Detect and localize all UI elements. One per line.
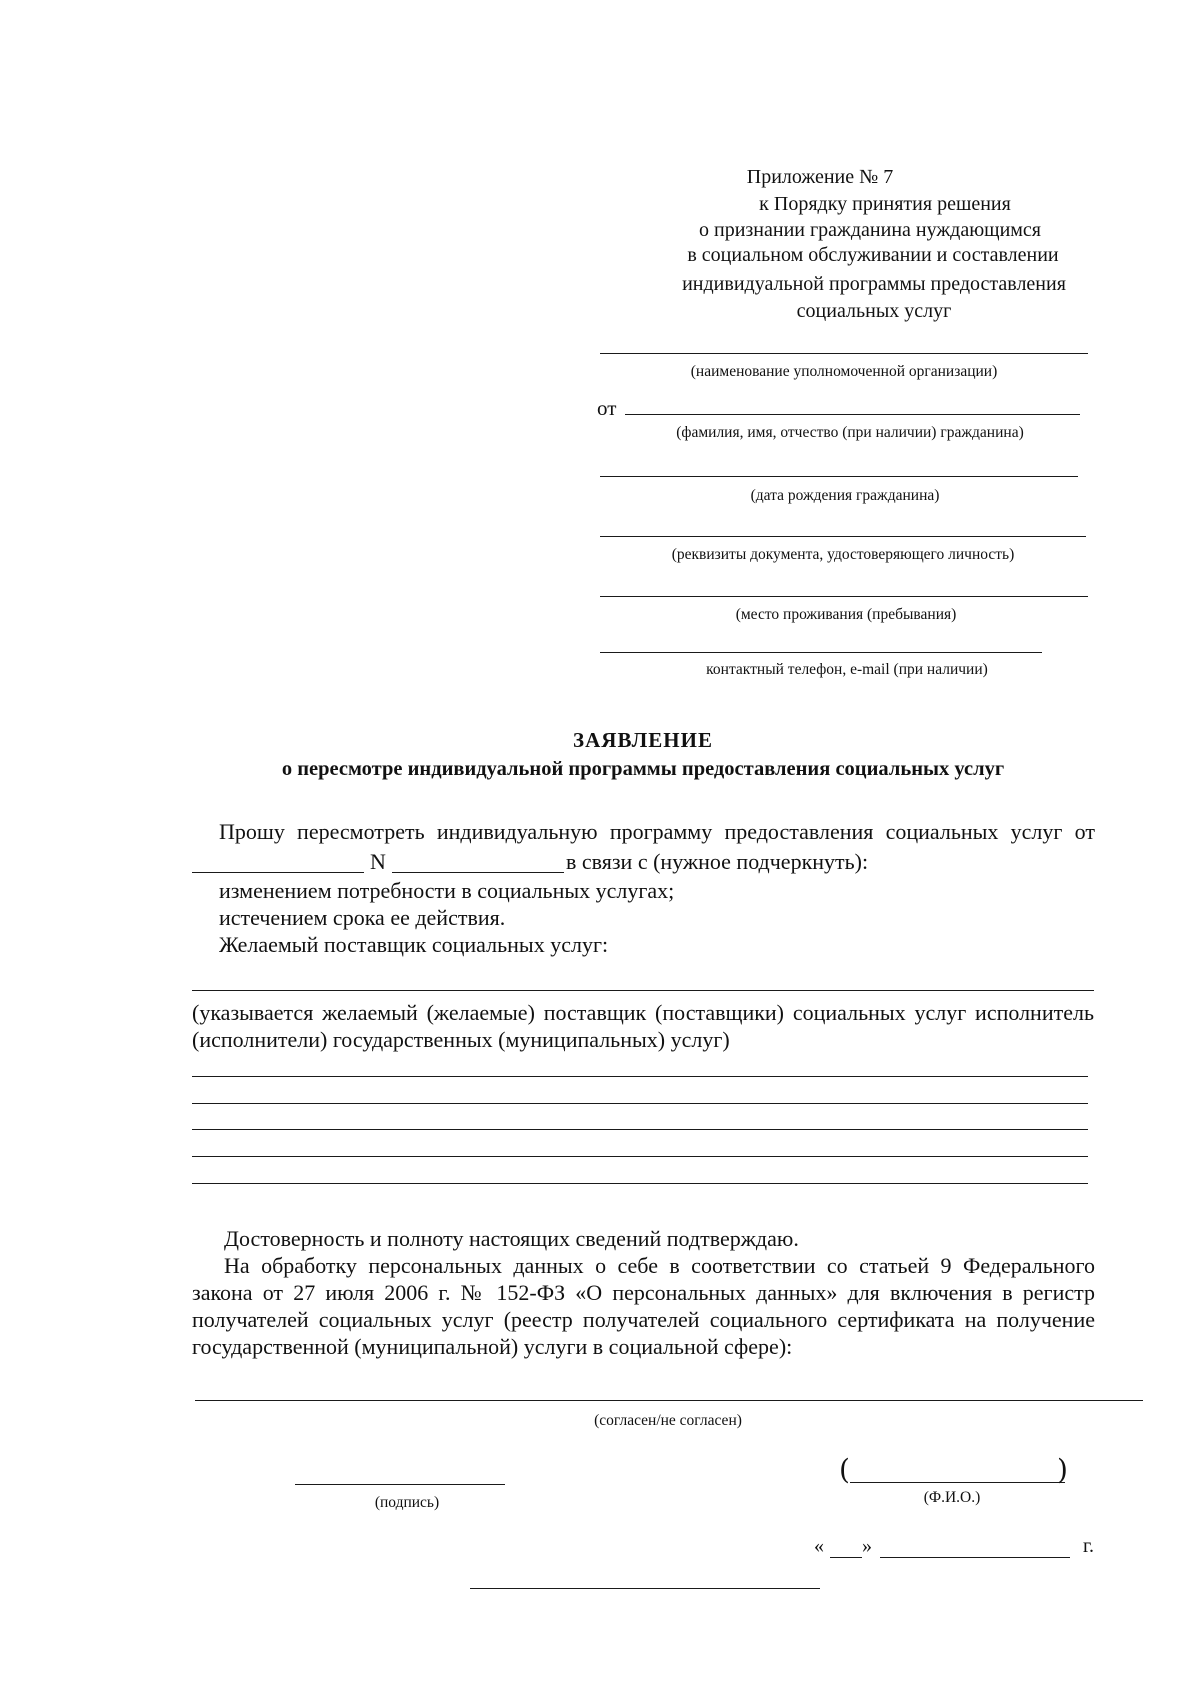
organization-field[interactable] xyxy=(600,353,1088,354)
provider-extra-line-4[interactable] xyxy=(192,1156,1088,1157)
document-subtitle: о пересмотре индивидуальной программы предоставления социальных услуг xyxy=(281,758,1005,780)
date-quote-open: « xyxy=(814,1535,824,1557)
birth-date-field[interactable] xyxy=(600,476,1078,477)
provider-field[interactable] xyxy=(192,990,1094,991)
program-date-field[interactable] xyxy=(192,872,364,873)
reason-prefix: в связи с (нужное подчеркнуть): xyxy=(566,849,869,874)
fio-paren-close: ) xyxy=(1057,1453,1068,1486)
fio-paren-open: ( xyxy=(839,1453,850,1486)
appendix-line-3: о признании гражданина нуждающимся xyxy=(698,219,1042,241)
fio-short-caption: (Ф.И.О.) xyxy=(923,1489,981,1506)
from-label: от xyxy=(597,396,617,420)
fio-caption: (фамилия, имя, отчество (при наличии) гражданина) xyxy=(676,424,1024,441)
consent-line-4: государственной (муниципальной) услуги в социальной сфере): xyxy=(192,1334,793,1359)
appendix-line-2: к Порядку принятия решения xyxy=(759,193,1011,215)
provider-extra-line-5[interactable] xyxy=(192,1183,1088,1184)
appendix-line-4: в социальном обслуживании и составлении xyxy=(687,244,1059,266)
contact-field[interactable] xyxy=(600,652,1042,653)
reason-option-expiry[interactable]: истечением срока ее действия. xyxy=(219,905,506,930)
date-month-field[interactable] xyxy=(880,1557,1070,1558)
signature-field[interactable] xyxy=(295,1484,505,1485)
request-line-1: Прошу пересмотреть индивидуальную программу предоставления социальных услуг от xyxy=(219,819,1095,844)
consent-line-3: получателей социальных услуг (реестр получателей социального сертификата на получение xyxy=(192,1307,1095,1332)
provider-label: Желаемый поставщик социальных услуг: xyxy=(219,932,609,957)
signature-caption: (подпись) xyxy=(374,1494,440,1511)
birth-date-caption: (дата рождения гражданина) xyxy=(750,487,940,504)
provider-extra-line-1[interactable] xyxy=(192,1076,1088,1077)
contact-caption: контактный телефон, e-mail (при наличии) xyxy=(706,661,988,678)
identity-document-caption: (реквизиты документа, удостоверяющего личность) xyxy=(671,546,1015,563)
confirmation-text: Достоверность и полноту настоящих сведений подтверждаю. xyxy=(224,1226,799,1251)
consent-answer-field[interactable] xyxy=(195,1400,1143,1401)
appendix-line-6: социальных услуг xyxy=(796,300,952,322)
provider-note-line-1: (указывается желаемый (желаемые) поставщик (поставщики) социальных услуг исполнитель xyxy=(192,1000,1094,1025)
provider-extra-line-3[interactable] xyxy=(192,1129,1088,1130)
provider-extra-line-2[interactable] xyxy=(192,1103,1088,1104)
consent-line-2: закона от 27 июля 2006 г. № 152-ФЗ «О персональных данных» для включения в регистр xyxy=(192,1280,1095,1305)
provider-note-line-2: (исполнители) государственных (муниципальных) услуг) xyxy=(192,1027,730,1052)
organization-caption: (наименование уполномоченной организации) xyxy=(690,363,998,380)
year-suffix: г. xyxy=(1083,1535,1094,1557)
appendix-line-1: Приложение № 7 xyxy=(746,166,894,188)
residence-field[interactable] xyxy=(600,596,1088,597)
bottom-line xyxy=(470,1588,820,1589)
program-number-field[interactable] xyxy=(392,872,564,873)
reason-option-need-change[interactable]: изменением потребности в социальных услугах; xyxy=(219,878,675,903)
consent-answer-caption: (согласен/не согласен) xyxy=(594,1412,742,1429)
residence-caption: (место проживания (пребывания) xyxy=(735,606,957,623)
fio-short-field[interactable] xyxy=(850,1482,1065,1483)
appendix-line-5: индивидуальной программы предоставления xyxy=(682,273,1066,295)
fio-field[interactable] xyxy=(625,414,1080,415)
document-title: ЗАЯВЛЕНИЕ xyxy=(573,728,713,752)
date-day-field[interactable] xyxy=(830,1557,862,1558)
consent-line-1: На обработку персональных данных о себе в соответствии со статьей 9 Федерального xyxy=(224,1253,1095,1278)
date-quote-close: » xyxy=(862,1535,872,1557)
number-label: N xyxy=(370,849,386,874)
identity-document-field[interactable] xyxy=(600,536,1086,537)
